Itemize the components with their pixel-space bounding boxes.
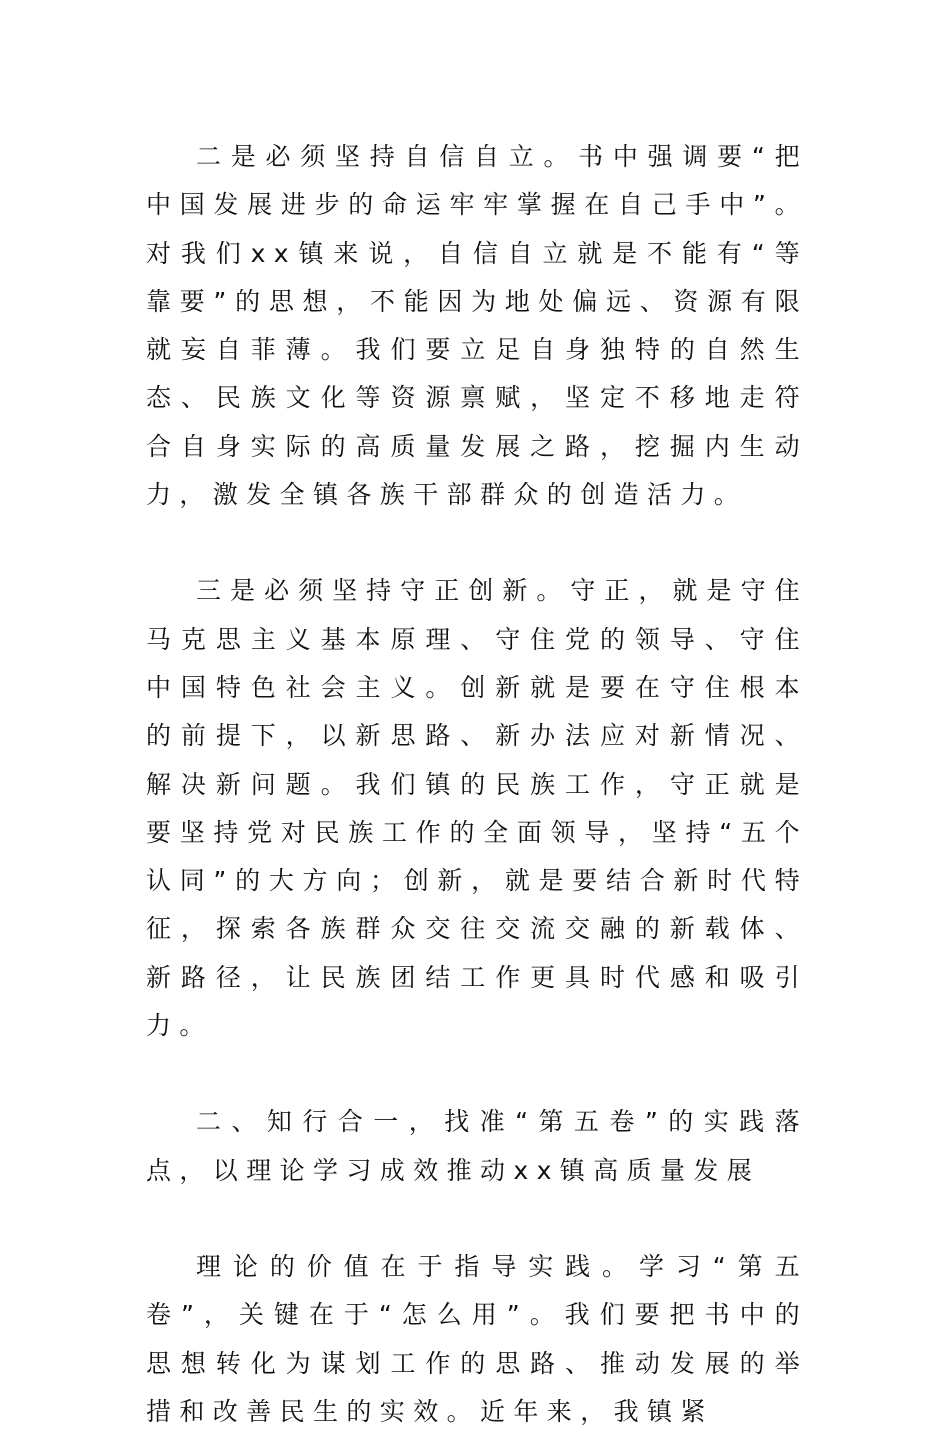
section-heading: 二、知行合一，找准“第五卷”的实践落点，以理论学习成效推动xx镇高质量发展 xyxy=(146,1107,808,1185)
paragraph-self-confidence: 二是必须坚持自信自立。书中强调要“把中国发展进步的命运牢牢掌握在自己手中”。对我们xx镇来说，自信自立就是不能有“等靠要”的思想，不能因为地处偏远、资源有限就妄自菲薄。我们要立足自身独特的自然生态、民族文化等资源禀赋，坚定不移地走符合自身实际的高质量发展之路，挖掘内生动力，激发全镇各族干部群众的创造活力。 xyxy=(146,142,808,510)
document-page xyxy=(146,133,808,1436)
paragraph-innovation: 三是必须坚持守正创新。守正，就是守住马克思主义基本原理、守住党的领导、守住中国特色社会主义。创新就是要在守住根本的前提下，以新思路、新办法应对新情况、解决新问题。我们镇的民族工作，守正就是要坚持党对民族工作的全面领导，坚持“五个认同”的大方向；创新，就是要结合新时代特征，探索各族群众交往交流交融的新载体、新路径，让民族团结工作更具时代感和吸引力。 xyxy=(146,576,808,1041)
paragraph-practice: 理论的价值在于指导实践。学习“第五卷”，关键在于“怎么用”。我们要把书中的思想转化为谋划工作的思路、推动发展的举措和改善民生的实效。近年来，我镇紧 xyxy=(146,1251,808,1426)
